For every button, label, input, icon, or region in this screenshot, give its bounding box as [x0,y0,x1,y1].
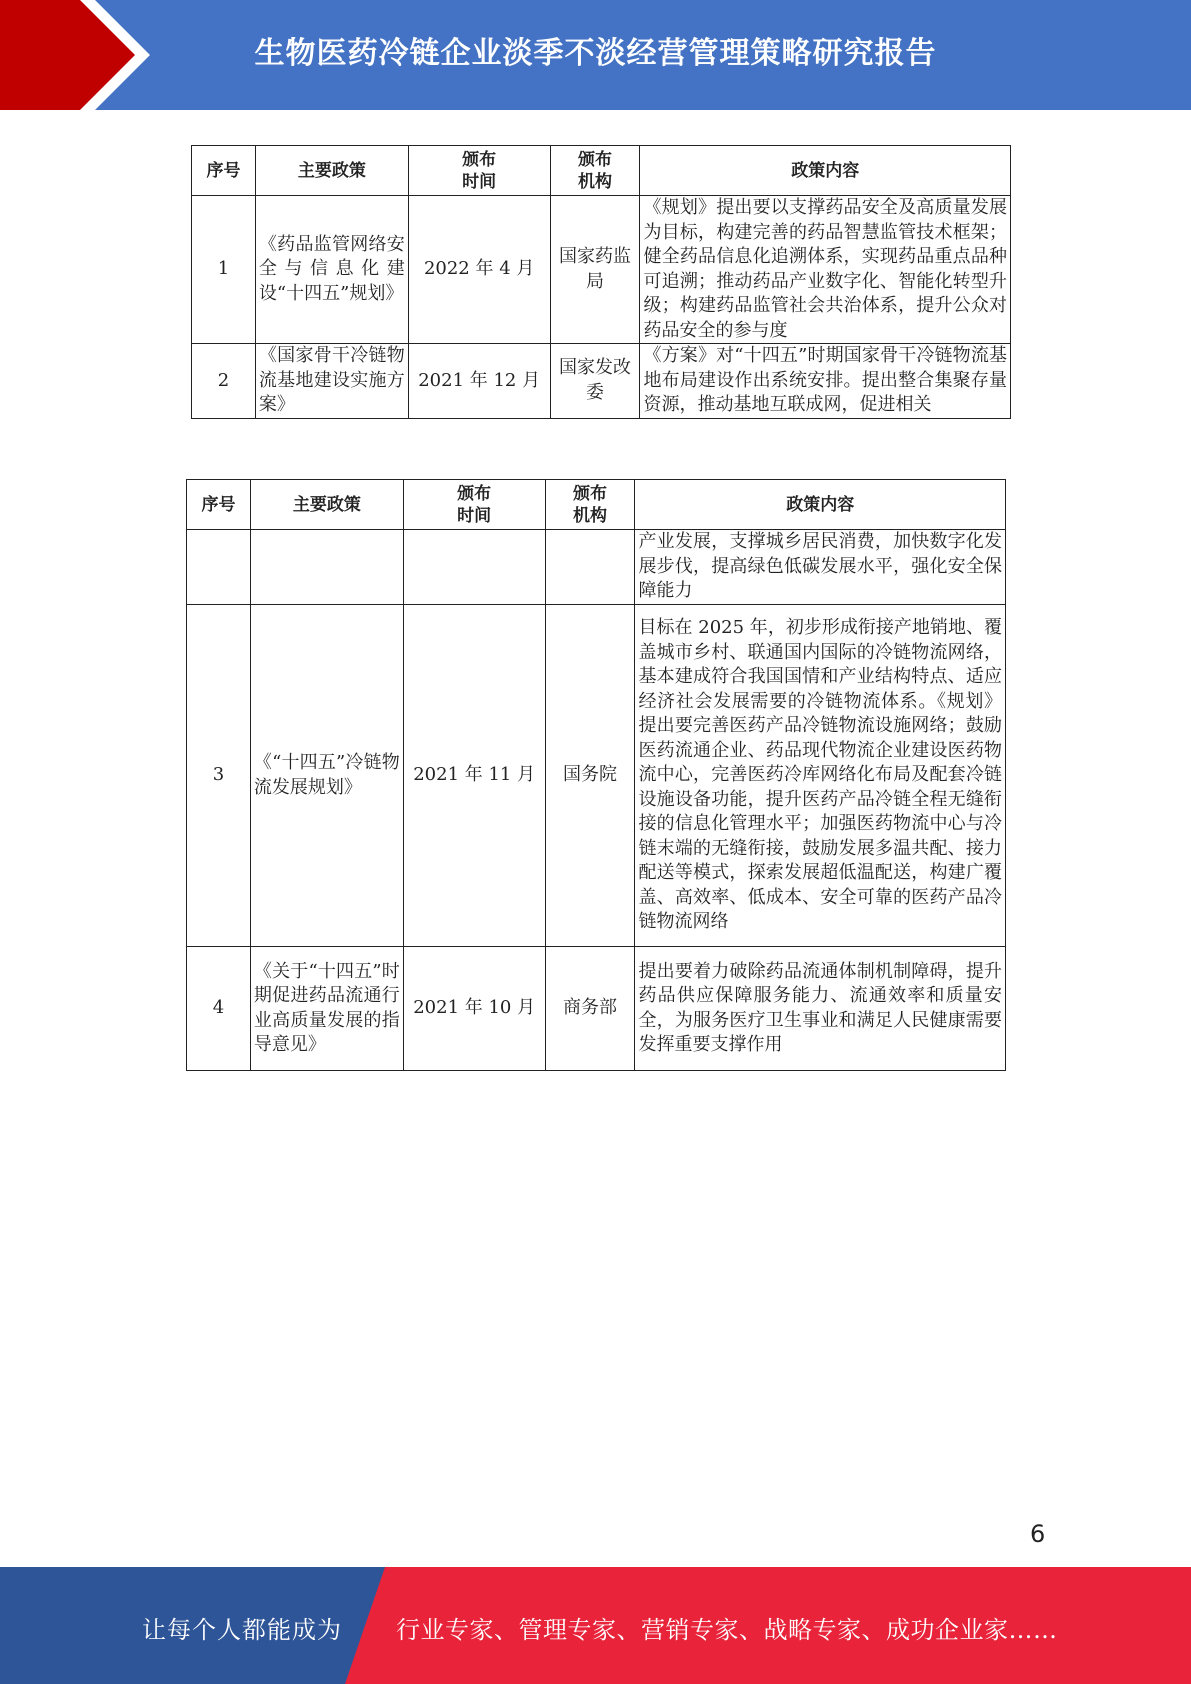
col-header-no: 序号 [192,146,256,196]
cell-date: 2021 年 10 月 [403,947,545,1071]
cell-date: 2022 年 4 月 [408,196,550,344]
cell-content: 《规划》提出要以支撑药品安全及高质量发展为目标，构建完善的药品智慧监管技术框架；健全药品信息化追溯体系，实现药品重点品种可追溯；推动药品产业数字化、智能化转型升级；构建药品监管社会共治体系，提升公众对药品安全的参与度 [640,196,1011,344]
col-header-org: 颁布 机构 [550,146,640,196]
cell-org: 商务部 [545,947,635,1071]
table-row [192,196,1011,344]
cell-content: 提出要着力破除药品流通体制机制障碍，提升药品供应保障服务能力、流通效率和质量安全，为服务医疗卫生事业和满足人民健康需要发挥重要支撑作用 [635,947,1006,1071]
cell-no: 3 [187,605,251,947]
cell-policy: 《国家骨干冷链物流基地建设实施方案》 [255,344,408,419]
cell-no [187,530,251,605]
header-arrow-decoration [0,0,160,110]
col-header-date: 颁布 时间 [403,480,545,530]
col-header-content: 政策内容 [640,146,1011,196]
cell-org: 国家发改委 [550,344,640,419]
cell-org [545,530,635,605]
col-header-policy: 主要政策 [250,480,403,530]
cell-policy: 《药品监管网络安全与信息化建设“十四五”规划》 [255,196,408,344]
table-row [187,530,1006,605]
table-header-row [192,146,1011,196]
table-header-row [187,480,1006,530]
page-footer [0,1567,1191,1684]
cell-content: 《方案》对“十四五”时期国家骨干冷链物流基地布局建设作出系统安排。提出整合集聚存量资源，推动基地互联成网，促进相关 [640,344,1011,419]
policy-table-2 [186,479,1006,1071]
cell-policy: 《关于“十四五”时期促进药品流通行业高质量发展的指导意见》 [250,947,403,1071]
table-row [187,605,1006,947]
col-header-org: 颁布 机构 [545,480,635,530]
cell-policy: 《“十四五”冷链物流发展规划》 [250,605,403,947]
table-row [192,344,1011,419]
cell-content: 产业发展，支撑城乡居民消费，加快数字化发展步伐，提高绿色低碳发展水平，强化安全保障能力 [635,530,1006,605]
cell-no: 4 [187,947,251,1071]
footer-slogan-right: 行业专家、管理专家、营销专家、战略专家、成功企业家…… [396,1616,1058,1644]
policy-table-1 [191,145,1011,419]
cell-org: 国家药监局 [550,196,640,344]
cell-org: 国务院 [545,605,635,947]
cell-date [403,530,545,605]
col-header-content: 政策内容 [635,480,1006,530]
col-header-policy: 主要政策 [255,146,408,196]
cell-date: 2021 年 12 月 [408,344,550,419]
page-number: 6 [1030,1520,1046,1548]
cell-no: 1 [192,196,256,344]
col-header-date: 颁布 时间 [408,146,550,196]
cell-content: 目标在 2025 年，初步形成衔接产地销地、覆盖城市乡村、联通国内国际的冷链物流网络，基本建成符合我国国情和产业结构特点、适应经济社会发展需要的冷链物流体系。《规划》提出要完善医药产品冷链物流设施网络；鼓励医药流通企业、药品现代物流企业建设医药物流中心，完善医药冷库网络化布局及配套冷链设施设备功能，提升医药产品冷链全程无缝衔接的信息化管理水平；加强医药物流中心与冷链末端的无缝衔接，鼓励发展多温共配、接力配送等模式，探索发展超低温配送，构建广覆盖、高效率、低成本、安全可靠的医药产品冷链物流网络 [635,605,1006,947]
cell-date: 2021 年 11 月 [403,605,545,947]
table-row [187,947,1006,1071]
page-header [0,0,1191,110]
cell-policy [250,530,403,605]
footer-slogan-left: 让每个人都能成为 [142,1616,342,1644]
report-title: 生物医药冷链企业淡季不淡经营管理策略研究报告 [254,36,937,71]
col-header-no: 序号 [187,480,251,530]
cell-no: 2 [192,344,256,419]
